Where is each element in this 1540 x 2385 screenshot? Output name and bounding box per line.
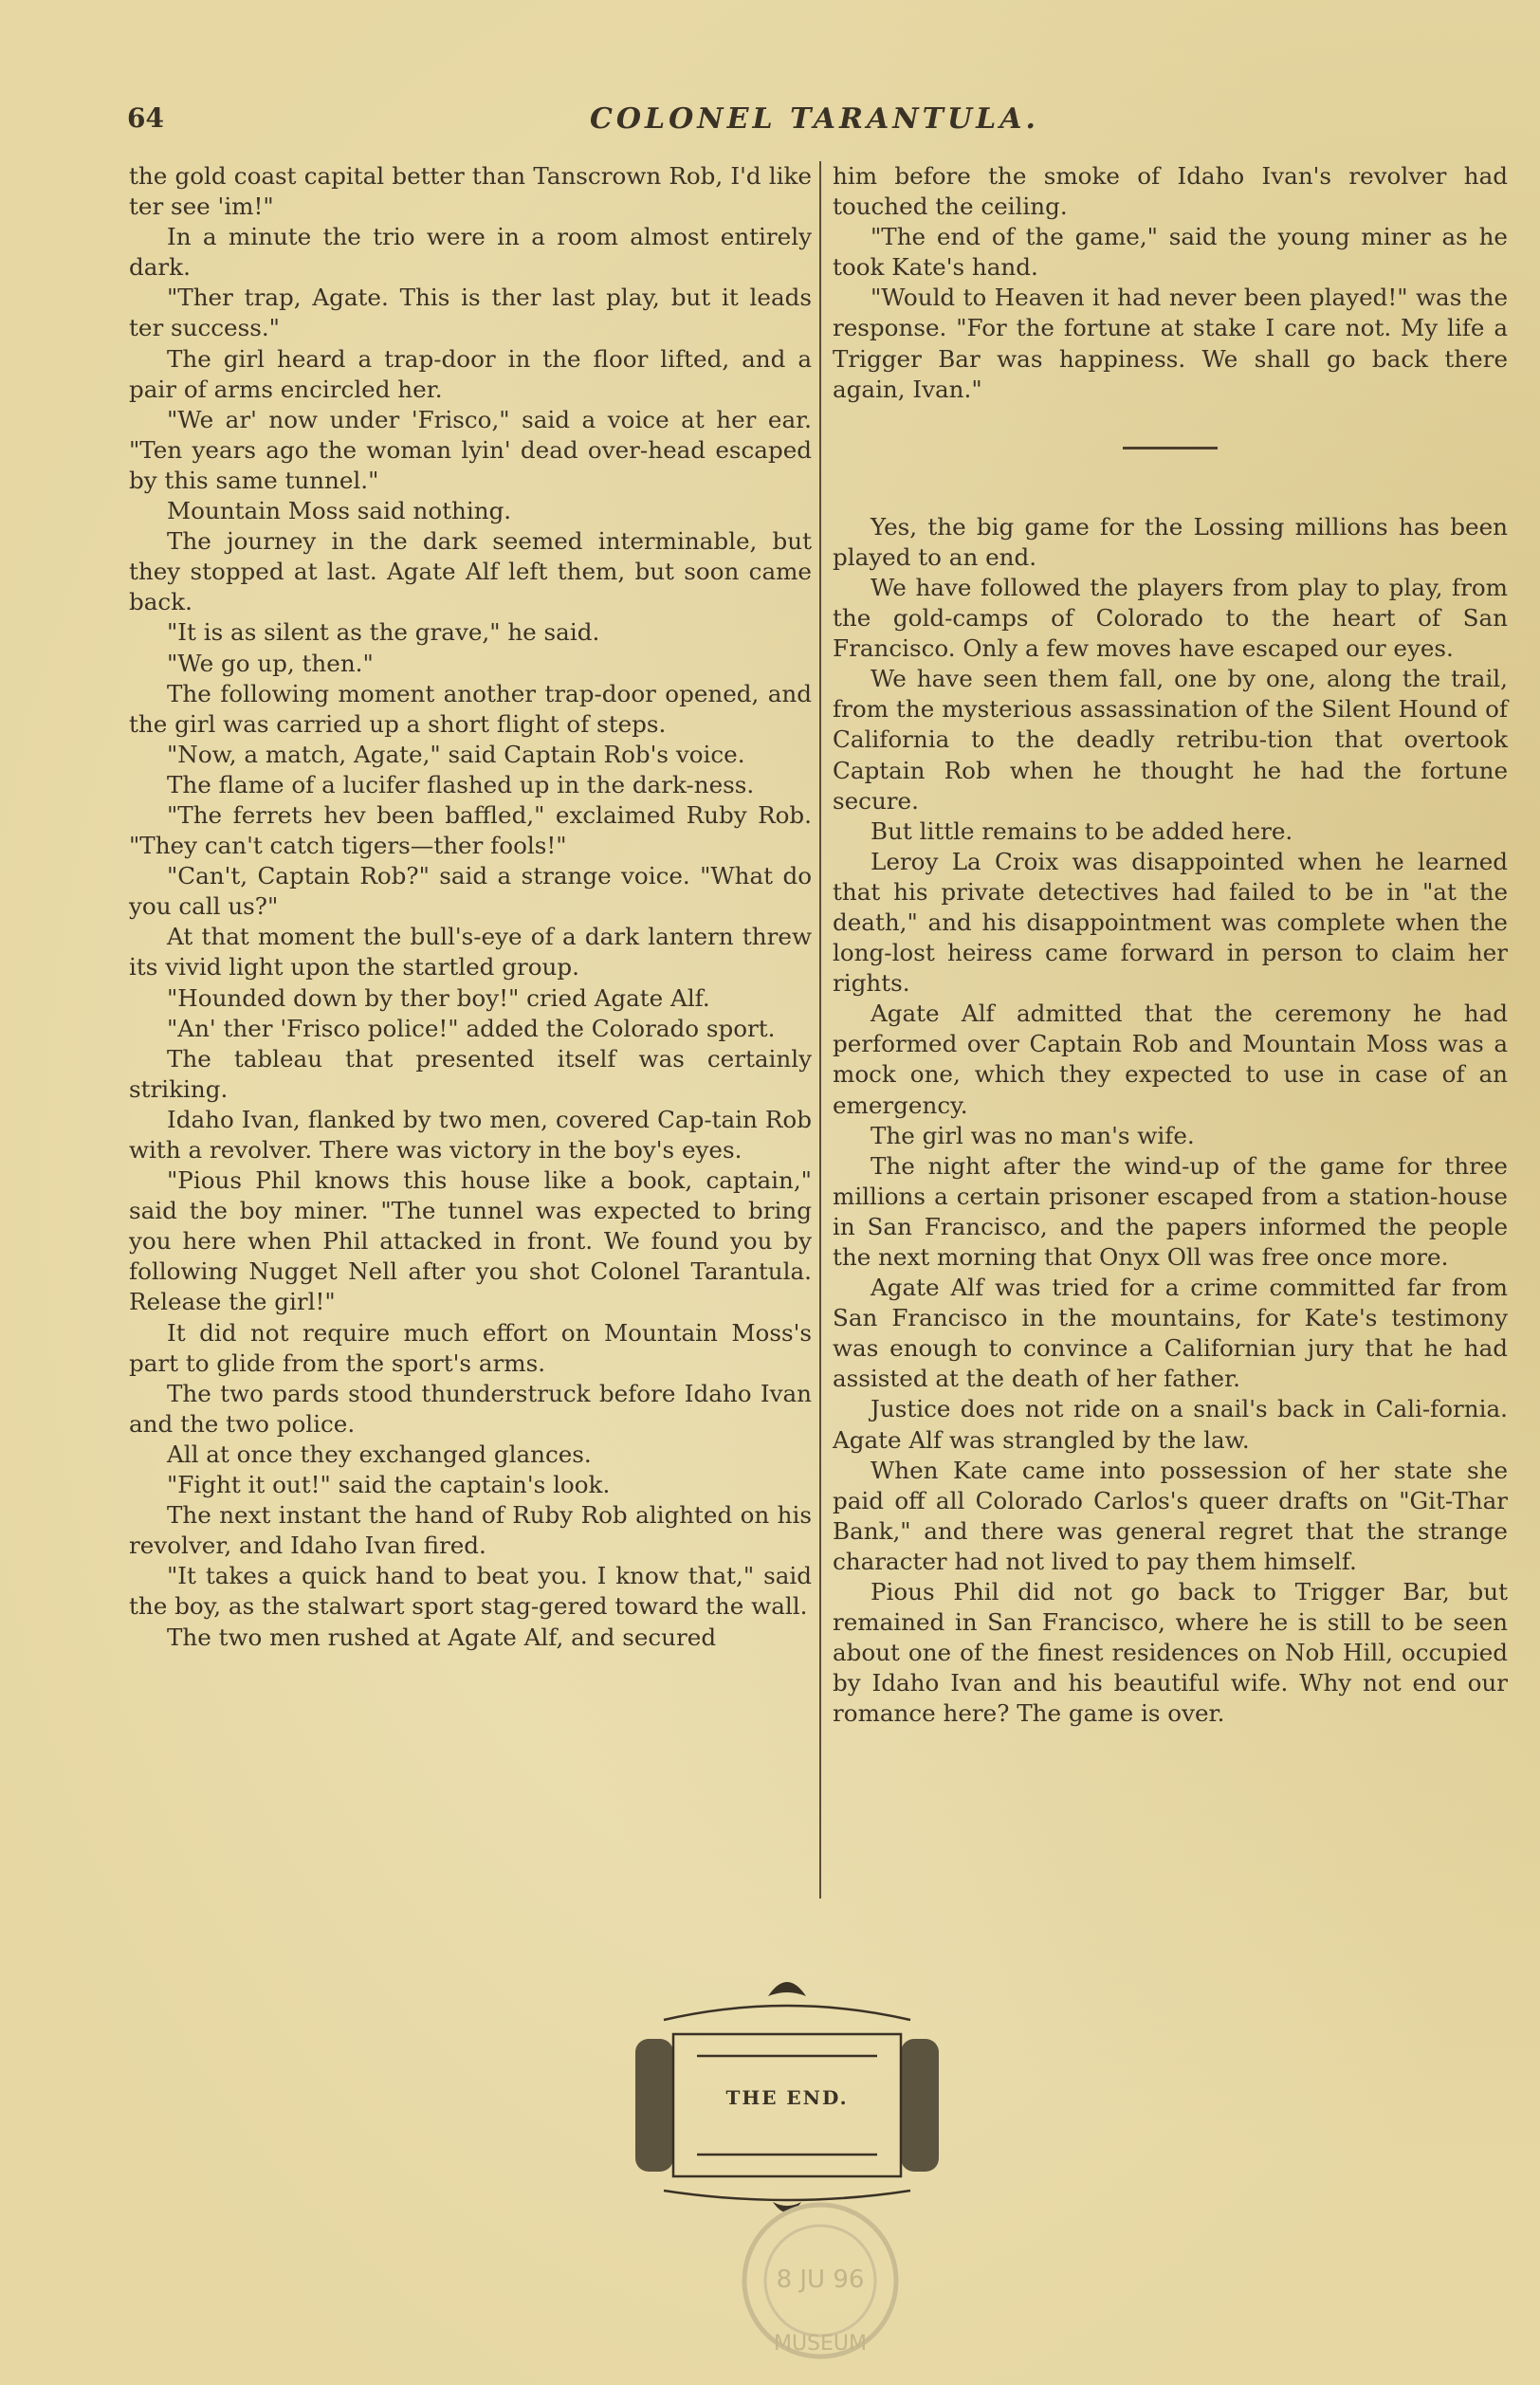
paragraph: "We go up, then." bbox=[167, 649, 374, 677]
paragraph: Agate Alf admitted that the ceremony he had performed over Captain Rob and Mountain Moss was a mock one, which they expected to use in case of an emergency. bbox=[833, 1000, 1508, 1119]
paragraph: "Fight it out!" said the captain's look. bbox=[167, 1471, 611, 1499]
page-header bbox=[127, 102, 1502, 144]
paragraph: We have followed the players from play to play, from the gold-camps of Colorado to the heart of San Francisco. Only a few moves have escaped our eyes. bbox=[833, 573, 1508, 663]
column-divider bbox=[819, 161, 821, 1899]
paragraph: The night after the wind-up of the game for three millions a certain prisoner escaped from a station-house in San Francisco, and the papers informed the people the next morning that Onyx Oll was free once more. bbox=[833, 1151, 1508, 1271]
right-column-top bbox=[833, 161, 1508, 405]
paragraph: him before the smoke of Idaho Ivan's revolver had touched the ceiling. bbox=[833, 162, 1508, 221]
paragraph: Leroy La Croix was disappointed when he learned that his private detectives had failed to be in "at the death," and his disappointment was complete when the long-lost heiress came forward in person to claim her rights. bbox=[833, 847, 1508, 998]
paragraph: At that moment the bull's-eye of a dark lantern threw its vivid light upon the startled group. bbox=[129, 923, 812, 982]
section-divider bbox=[1123, 447, 1218, 449]
paragraph: All at once they exchanged glances. bbox=[167, 1440, 592, 1468]
paragraph: The girl was no man's wife. bbox=[871, 1121, 1195, 1149]
left-column bbox=[129, 161, 812, 1653]
paragraph: The journey in the dark seemed interminable, but they stopped at last. Agate Alf left them, but soon came back. bbox=[129, 527, 812, 616]
paragraph: Pious Phil did not go back to Trigger Bar, but remained in San Francisco, where he is still to be seen about one of the finest residences on Nob Hill, occupied by Idaho Ivan and his beautiful wife. Why not end our romance here? The game is over. bbox=[833, 1578, 1508, 1728]
ornament-crown bbox=[768, 1982, 806, 1996]
paragraph: "Pious Phil knows this house like a book, captain," said the boy miner. "The tunnel was expected to bring you here when Phil attacked in front. We found you by following Nugget Nell after you shot Colonel Tarantula. Release the girl!" bbox=[129, 1166, 812, 1316]
paragraph: "Hounded down by ther boy!" cried Agate Alf. bbox=[167, 983, 710, 1012]
paragraph: In a minute the trio were in a room almost entirely dark. bbox=[129, 223, 812, 282]
paragraph: Idaho Ivan, flanked by two men, covered Cap-tain Rob with a revolver. There was victory in the boy's eyes. bbox=[129, 1105, 812, 1164]
page-number: 64 bbox=[127, 102, 164, 134]
ornament-top-arc bbox=[664, 2006, 910, 2020]
paragraph: The tableau that presented itself was certainly striking. bbox=[129, 1044, 812, 1103]
paragraph: Mountain Moss said nothing. bbox=[167, 497, 512, 525]
paragraph: "The end of the game," said the young miner as he took Kate's hand. bbox=[833, 223, 1508, 282]
paragraph: "We ar' now under 'Frisco," said a voice at her ear. "Ten years ago the woman lyin' dead over-head escaped by this same tunnel." bbox=[129, 405, 812, 494]
paragraph: We have seen them fall, one by one, along the trail, from the mysterious assassination of the Silent Hound of California to the deadly retribu-tion that overtook Captain Rob when he thought he had the fortune secure. bbox=[833, 665, 1508, 815]
paragraph: Justice does not ride on a snail's back in Cali-fornia. Agate Alf was strangled by the law. bbox=[833, 1395, 1508, 1454]
paragraph: "It takes a quick hand to beat you. I know that," said the boy, as the stalwart sport stag-gered toward the wall. bbox=[129, 1562, 812, 1621]
paragraph: The next instant the hand of Ruby Rob alighted on his revolver, and Idaho Ivan fired. bbox=[129, 1501, 812, 1560]
paragraph: The two men rushed at Agate Alf, and secured bbox=[167, 1623, 717, 1651]
paragraph: "Would to Heaven it had never been played!" was the response. "For the fortune at stake I care not. My life a Trigger Bar was happiness. We shall go back there again, Ivan." bbox=[833, 284, 1508, 403]
paragraph: "Ther trap, Agate. This is ther last play, but it leads ter success." bbox=[129, 284, 812, 342]
paragraph: Agate Alf was tried for a crime committed far from San Francisco in the mountains, for Kate's testimony was enough to convince a Californian jury that he had assisted at the death of her father. bbox=[833, 1274, 1508, 1393]
paragraph: "Now, a match, Agate," said Captain Rob's voice. bbox=[167, 740, 745, 768]
paragraph: "The ferrets hev been baffled," exclaimed Ruby Rob. "They can't catch tigers—ther fools!" bbox=[129, 800, 812, 860]
paragraph: The two pards stood thunderstruck before Idaho Ivan and the two police. bbox=[129, 1379, 812, 1438]
running-title: COLONEL TARANTULA. bbox=[590, 102, 1039, 136]
paragraph: The girl heard a trap-door in the floor lifted, and a pair of arms encircled her. bbox=[129, 344, 812, 403]
paragraph: The flame of a lucifer flashed up in the dark-ness. bbox=[167, 770, 755, 798]
paragraph: When Kate came into possession of her state she paid off all Colorado Carlos's queer drafts on "Git-Thar Bank," and there was general regret that the strange character had not lived to pay them himself. bbox=[833, 1456, 1508, 1575]
paragraph: "An' ther 'Frisco police!" added the Colorado sport. bbox=[167, 1014, 776, 1042]
library-stamp bbox=[730, 2191, 910, 2371]
paragraph: the gold coast capital better than Tanscrown Rob, I'd like ter see 'im!" bbox=[129, 162, 812, 221]
paragraph: The following moment another trap-door opened, and the girl was carried up a short flight of steps. bbox=[129, 679, 812, 738]
the-end-label: THE END. bbox=[725, 2086, 849, 2109]
right-column-bottom bbox=[833, 512, 1508, 1730]
paragraph: Yes, the big game for the Lossing millions has been played to an end. bbox=[833, 512, 1508, 571]
right-column bbox=[833, 161, 1508, 1730]
paragraph: "It is as silent as the grave," he said. bbox=[167, 618, 600, 647]
stamp-inscription: MUSEUM bbox=[773, 2332, 868, 2356]
paragraph: "Can't, Captain Rob?" said a strange voice. "What do you call us?" bbox=[129, 862, 812, 921]
stamp-date: 8 JU 96 bbox=[776, 2266, 865, 2294]
paragraph: It did not require much effort on Mountain Moss's part to glide from the sport's arms. bbox=[129, 1318, 812, 1377]
paragraph: But little remains to be added here. bbox=[871, 816, 1293, 845]
